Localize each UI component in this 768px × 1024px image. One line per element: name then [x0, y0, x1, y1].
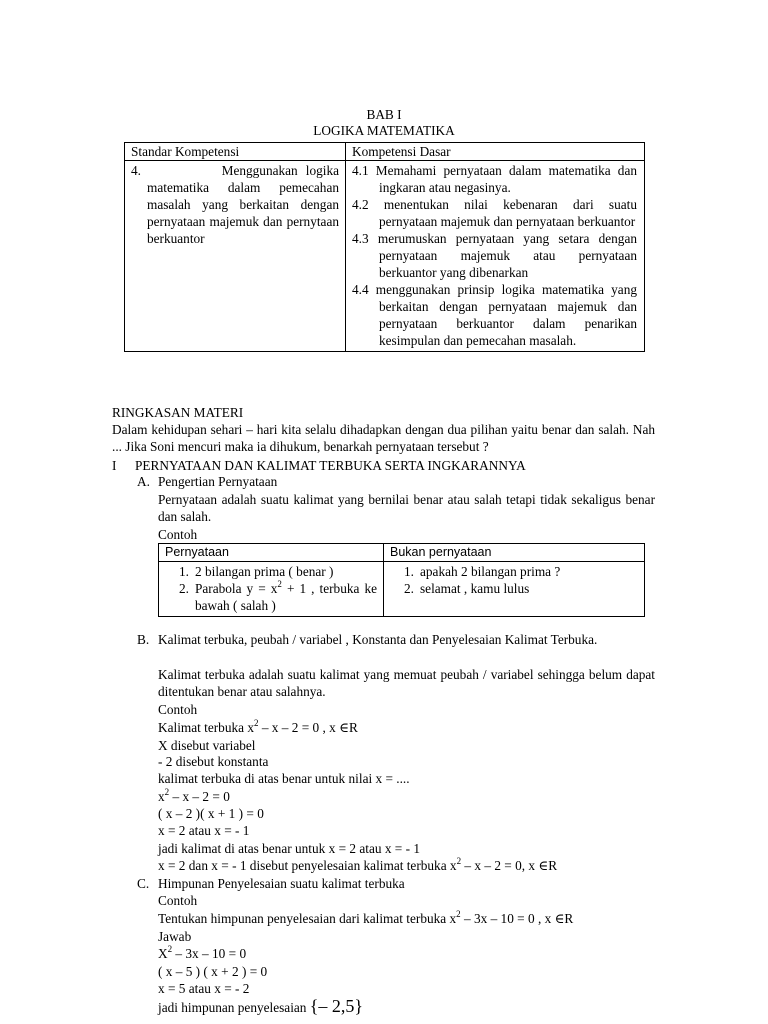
text-post: – x – 2 = 0, x ∈R	[461, 858, 558, 873]
competency-table-header	[125, 143, 645, 161]
text-post: – x – 2 = 0	[169, 789, 230, 804]
item-number: 2.	[404, 581, 414, 596]
text-pre: x = 2 dan x = - 1 disebut penyelesaian kalimat terbuka x	[158, 858, 457, 873]
kd-number: 4.1	[352, 163, 369, 178]
sk-number: 4.	[131, 163, 141, 178]
open-sentence-definition: Kalimat terbuka adalah suatu kalimat yang memuat peubah / variabel sehingga belum dapat ditentukan benar atau salahnya.	[158, 667, 655, 699]
variable-line: X disebut variabel	[158, 738, 256, 753]
subsection-a-heading	[137, 473, 277, 490]
text-pre: X	[158, 946, 168, 961]
kompetensi-dasar-cell	[346, 161, 645, 352]
text-pre: Tentukan himpunan penyelesaian dari kalimat terbuka x	[158, 911, 457, 926]
subsection-b-heading-row	[137, 631, 655, 648]
sk-text: Menggunakan logika matematika dalam pemecahan masalah yang berkaitan dengan pernyataan majemuk dan pernytaan berkuantor	[147, 163, 339, 246]
subsection-c-label: C.	[137, 876, 150, 891]
item-text: apakah 2 bilangan prima ?	[420, 564, 561, 579]
exponent: 2	[254, 717, 259, 728]
non-statements-cell	[384, 562, 645, 617]
kd-text: Memahami pernyataan dalam matematika dan ingkaran atau negasinya.	[375, 163, 637, 195]
standar-kompetensi-cell	[125, 161, 346, 352]
section-number: I	[112, 458, 117, 473]
text-post: – 3x – 10 = 0 , x ∈R	[460, 911, 574, 926]
competency-table-row	[125, 161, 645, 352]
chapter-number: BAB I	[366, 107, 402, 122]
item-number: 2.	[179, 581, 189, 596]
kd-item	[352, 196, 637, 230]
exponent: 2	[277, 578, 282, 589]
answer-label: Jawab	[158, 929, 192, 944]
section-title: PERNYATAAN DAN KALIMAT TERBUKA SERTA INGKARANNYA	[135, 458, 526, 473]
constant-line: - 2 disebut konstanta	[158, 754, 269, 769]
statement-item	[165, 563, 377, 580]
header-pernyataan: Pernyataan	[159, 544, 384, 562]
item-number: 1.	[179, 564, 189, 579]
competency-table	[124, 142, 645, 352]
statement-table-header	[159, 544, 645, 562]
summary-heading: RINGKASAN MATERI	[112, 405, 244, 420]
exponent: 2	[456, 855, 462, 866]
header-kompetensi-dasar: Kompetensi Dasar	[346, 143, 645, 161]
item-text-pre: Parabola y = x	[195, 581, 278, 596]
section-heading	[112, 457, 672, 474]
statements-cell	[159, 562, 384, 617]
text-pre: x	[158, 789, 165, 804]
item-text: 2 bilangan prima ( benar )	[195, 564, 334, 579]
kd-text: menggunakan prinsip logika matematika yang berkaitan dengan pernyataan majemuk dan pernyataan berkuantor dalam penarikan kesimpulan dan pemecahan masalah.	[375, 282, 637, 348]
result-line	[158, 998, 363, 1016]
factored-equation: ( x – 5 ) ( x + 2 ) = 0	[158, 964, 268, 979]
kd-number: 4.2	[352, 197, 369, 212]
exponent: 2	[167, 943, 173, 954]
kd-item	[352, 281, 637, 349]
summary-intro: Dalam kehidupan sehari – hari kita selalu dihadapkan dengan dua pilihan yaitu benar dan salah. Nah ... Jika Soni mencuri maka ia dihukum, benarkah pernyataan tersebut ?	[112, 422, 655, 454]
equation-line	[158, 945, 246, 962]
example-label: Contoh	[158, 702, 198, 717]
text-post: – x – 2 = 0 , x ∈R	[258, 720, 358, 735]
roots-line: x = 5 atau x = - 2	[158, 981, 250, 996]
example-label: Contoh	[158, 893, 198, 908]
item-text: selamat , kamu lulus	[420, 581, 530, 596]
kd-number: 4.3	[352, 231, 369, 246]
equation-line	[158, 788, 230, 805]
exponent: 2	[456, 908, 461, 919]
header-standar-kompetensi: Standar Kompetensi	[125, 143, 346, 161]
task-line	[158, 910, 573, 927]
item-text-post: + 1 , terbuka ke bawah ( salah )	[195, 581, 377, 613]
solution-set: {– 2,5}	[309, 996, 364, 1016]
statement-definition: Pernyataan adalah suatu kalimat yang bernilai benar atau salah tetapi tidak sekaligus benar dan salah.	[158, 492, 655, 524]
statement-item	[165, 580, 377, 614]
subsection-b-heading	[137, 631, 655, 648]
item-text	[195, 580, 377, 614]
statement-example-table	[158, 543, 645, 617]
non-statement-item	[390, 563, 638, 580]
subsection-c-title: Himpunan Penyelesaian suatu kalimat terbuka	[158, 876, 405, 891]
non-statement-item	[390, 580, 638, 597]
subsection-a-title: Pengertian Pernyataan	[158, 474, 278, 489]
sk-item	[131, 162, 339, 247]
kd-text: menentukan nilai kebenaran dari suatu pernyataan majemuk dan pernyataan berkuantor	[379, 197, 637, 229]
text-post: – 3x – 10 = 0	[172, 946, 247, 961]
kd-number: 4.4	[352, 282, 369, 297]
text-pre: Kalimat terbuka x	[158, 720, 254, 735]
chapter-title: LOGIKA MATEMATIKA	[313, 123, 455, 138]
kd-item	[352, 230, 637, 281]
subsection-b-label: B.	[137, 632, 150, 647]
kd-item	[352, 162, 637, 196]
subsection-a-label: A.	[137, 474, 150, 489]
solution-line	[158, 857, 557, 874]
subsection-b-title: Kalimat terbuka, peubah / variabel , Konstanta dan Penyelesaian Kalimat Terbuka.	[158, 632, 598, 647]
text-pre: jadi himpunan penyelesaian	[158, 1000, 310, 1015]
factored-equation: ( x – 2 )( x + 1 ) = 0	[158, 806, 264, 821]
roots-line: x = 2 atau x = - 1	[158, 823, 250, 838]
subsection-c-heading	[137, 875, 405, 892]
conclusion-line: jadi kalimat di atas benar untuk x = 2 atau x = - 1	[158, 841, 421, 856]
kd-text: merumuskan pernyataan yang setara dengan pernyataan majemuk atau pernyataan berkuantor yang dibenarkan	[377, 231, 637, 280]
example-label: Contoh	[158, 527, 198, 542]
exponent: 2	[164, 786, 170, 797]
open-sentence-example	[158, 719, 358, 736]
item-number: 1.	[404, 564, 414, 579]
statement-table-row	[159, 562, 645, 617]
true-for-line: kalimat terbuka di atas benar untuk nilai x = ....	[158, 771, 410, 786]
header-bukan-pernyataan: Bukan pernyataan	[384, 544, 645, 562]
